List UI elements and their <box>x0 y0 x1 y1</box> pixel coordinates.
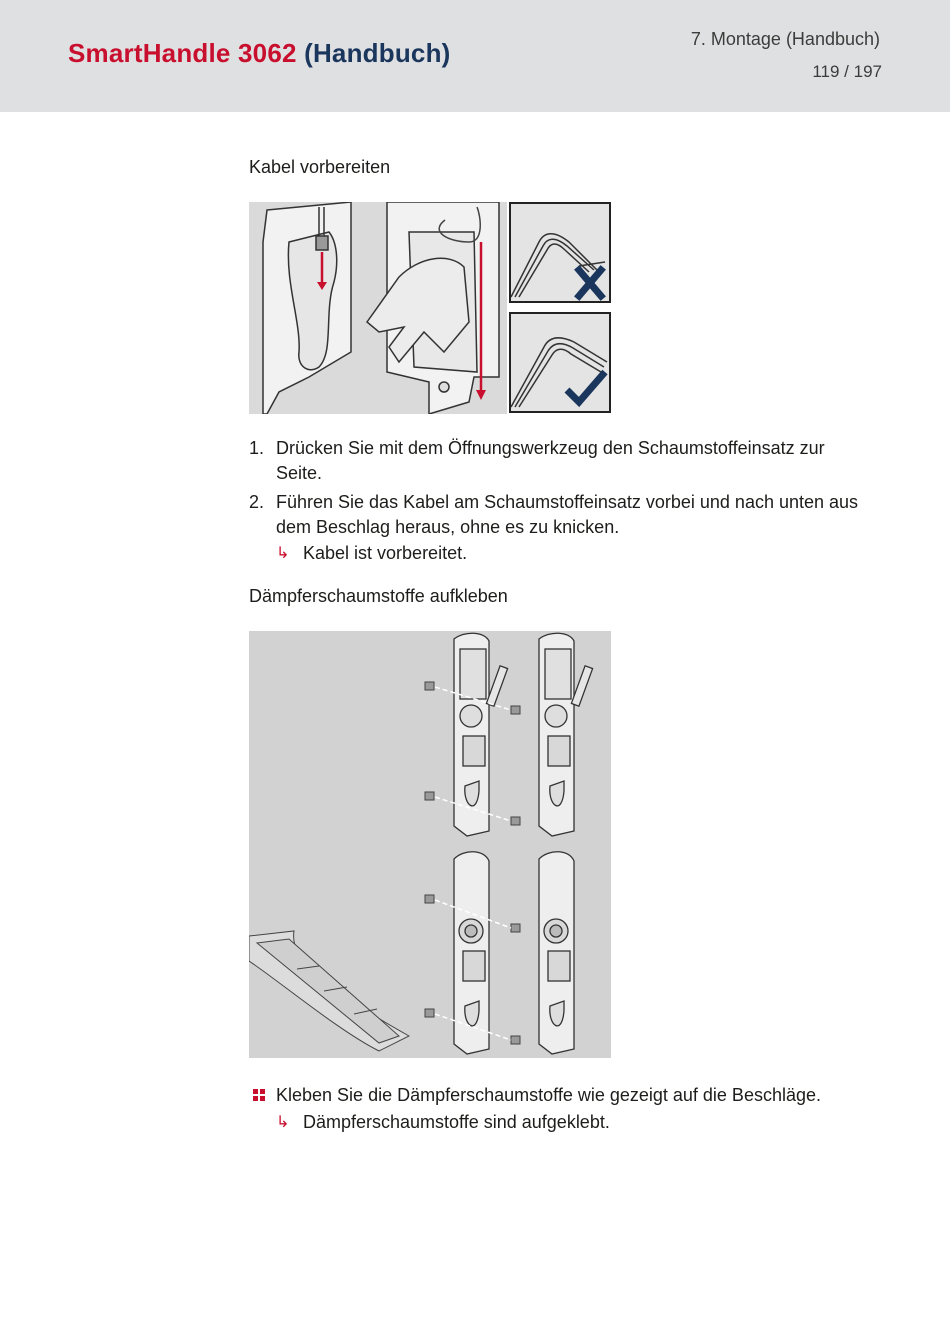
chapter-title: 7. Montage (Handbuch) <box>690 29 880 49</box>
step-number: 1. <box>249 438 265 458</box>
step-number: 2. <box>249 492 265 512</box>
page-header <box>0 0 950 112</box>
result-line <box>253 1110 873 1135</box>
cable-preparation-illustration <box>249 202 611 414</box>
brand-manual: (Handbuch) <box>304 38 451 68</box>
correct-detail-box <box>510 313 610 412</box>
instruction-text: Kleben Sie die Dämpferschaumstoffe wie gezeigt auf die Beschläge. <box>276 1085 821 1105</box>
section-title-cable: Kabel vorbereiten <box>249 157 391 177</box>
section-title-foam: Dämpferschaumstoffe aufkleben <box>249 586 508 606</box>
result-text: Dämpferschaumstoffe sind aufgeklebt. <box>303 1112 610 1132</box>
step-item <box>249 490 869 566</box>
step-text: Drücken Sie mit dem Öffnungswerkzeug den Schaumstoffeinsatz zur Seite. <box>276 438 825 483</box>
instruction-list <box>253 1083 873 1135</box>
result-arrow-icon: ↳ <box>276 545 290 562</box>
action-bullet-icon <box>253 1089 265 1101</box>
page-number: 119 / 197 <box>812 62 882 81</box>
result-line <box>276 541 869 566</box>
result-text: Kabel ist vorbereitet. <box>303 543 468 563</box>
result-arrow-icon: ↳ <box>276 1114 290 1131</box>
step-item <box>249 436 869 486</box>
step-text: Führen Sie das Kabel am Schaumstoffeinsatz vorbei und nach unten aus dem Beschlag heraus, ohne es zu knicken. <box>276 492 859 537</box>
brand-title <box>68 38 451 69</box>
foam-pads-illustration <box>249 631 611 1058</box>
step-list <box>249 436 869 570</box>
brand-product: SmartHandle 3062 <box>68 38 297 68</box>
instruction-item <box>253 1083 873 1108</box>
